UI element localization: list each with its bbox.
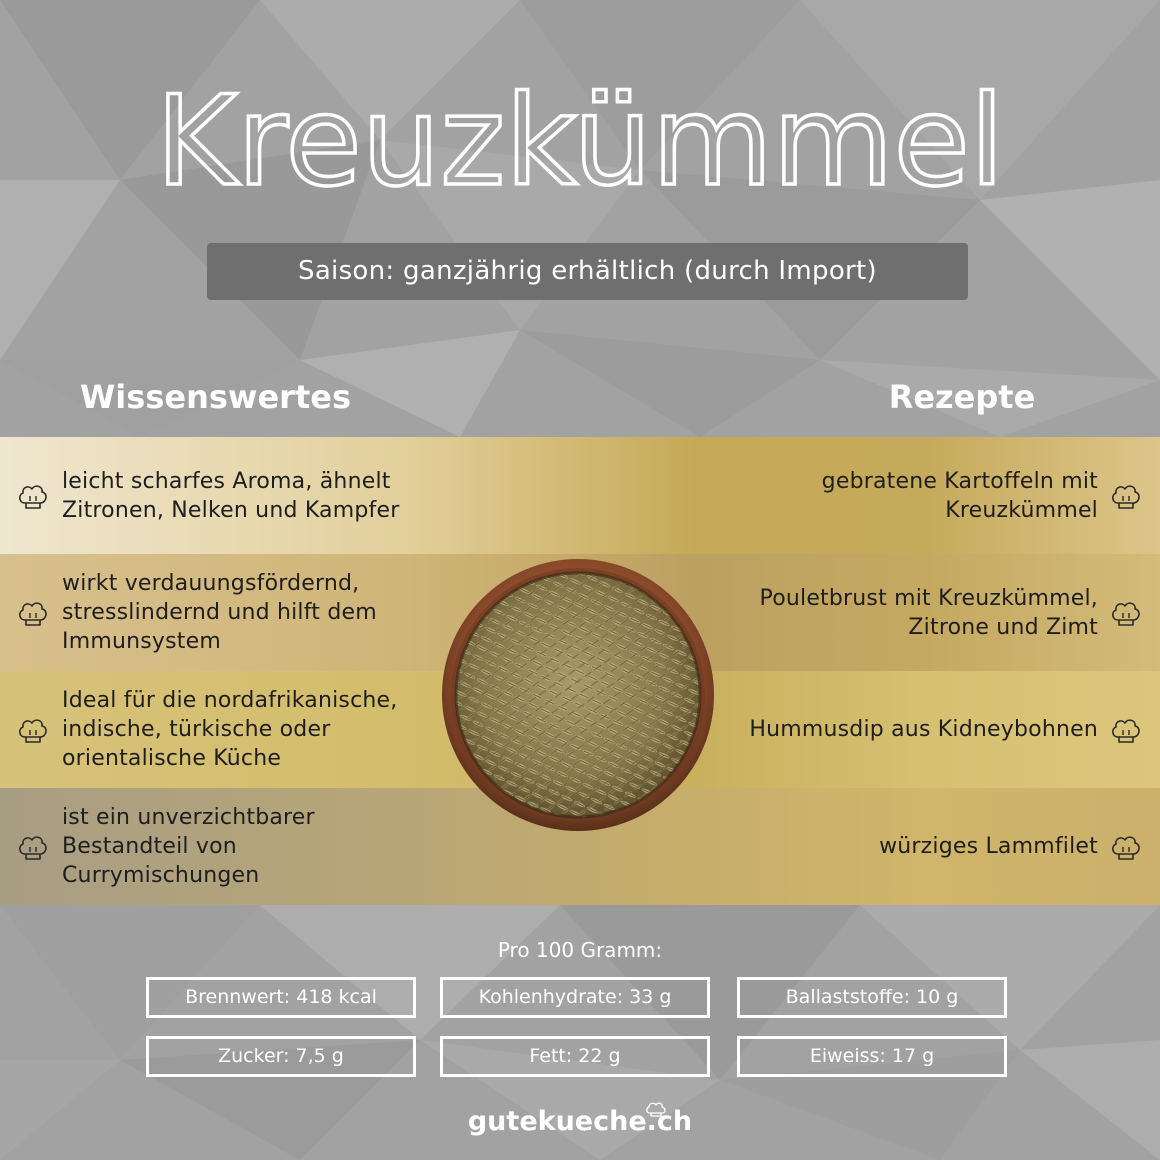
recipe-item[interactable]: Pouletbrust mit Kreuzkümmel, Zitrone und Zimt — [759, 585, 1098, 640]
nutrition-fiber: Ballaststoffe: 10 g — [737, 977, 1007, 1018]
fact-item: wirkt verdauungsfördernd, stresslindernd und hilft dem Immunsystem — [62, 571, 377, 654]
fact-item: ist ein unverzichtbarer Bestandteil von Currymischungen — [62, 805, 315, 888]
recipe-item[interactable]: gebratene Kartoffeln mit Kreuzkümmel — [821, 468, 1098, 523]
facts-heading: Wissenswertes — [80, 378, 351, 416]
chef-hat-icon — [17, 481, 49, 511]
chef-hat-icon — [1110, 715, 1142, 745]
info-row — [0, 437, 1160, 554]
recipe-item[interactable]: Hummusdip aus Kidneybohnen — [749, 717, 1098, 742]
brand-logo[interactable]: gutekueche.ch — [467, 1106, 693, 1137]
fact-item: leicht scharfes Aroma, ähnelt Zitronen, Nelken und Kampfer — [62, 468, 400, 523]
page-title-text: Kreuzkümmel — [155, 70, 1005, 212]
chef-hat-icon — [17, 832, 49, 862]
fact-item: Ideal für die nordafrikanische, indische, türkische oder orientalische Küche — [62, 688, 398, 771]
chef-hat-icon — [17, 598, 49, 628]
nutrition-fat: Fett: 22 g — [440, 1036, 710, 1077]
chef-hat-icon — [17, 715, 49, 745]
nutrition-protein: Eiweiss: 17 g — [737, 1036, 1007, 1077]
chef-hat-icon — [1110, 832, 1142, 862]
page-title — [0, 62, 1160, 212]
cumin-bowl-image — [440, 557, 716, 833]
recipes-heading: Rezepte — [888, 378, 1036, 416]
recipe-item[interactable]: würziges Lammfilet — [879, 834, 1098, 859]
nutrition-sugar: Zucker: 7,5 g — [146, 1036, 416, 1077]
nutrition-carbohydrates: Kohlenhydrate: 33 g — [440, 977, 710, 1018]
chef-hat-icon — [1110, 481, 1142, 511]
nutrition-heading: Pro 100 Gramm: — [497, 938, 663, 962]
chef-hat-icon — [1110, 598, 1142, 628]
season-banner: Saison: ganzjährig erhältlich (durch Import) — [207, 243, 968, 300]
nutrition-energy: Brennwert: 418 kcal — [146, 977, 416, 1018]
chef-hat-icon — [645, 1100, 667, 1118]
